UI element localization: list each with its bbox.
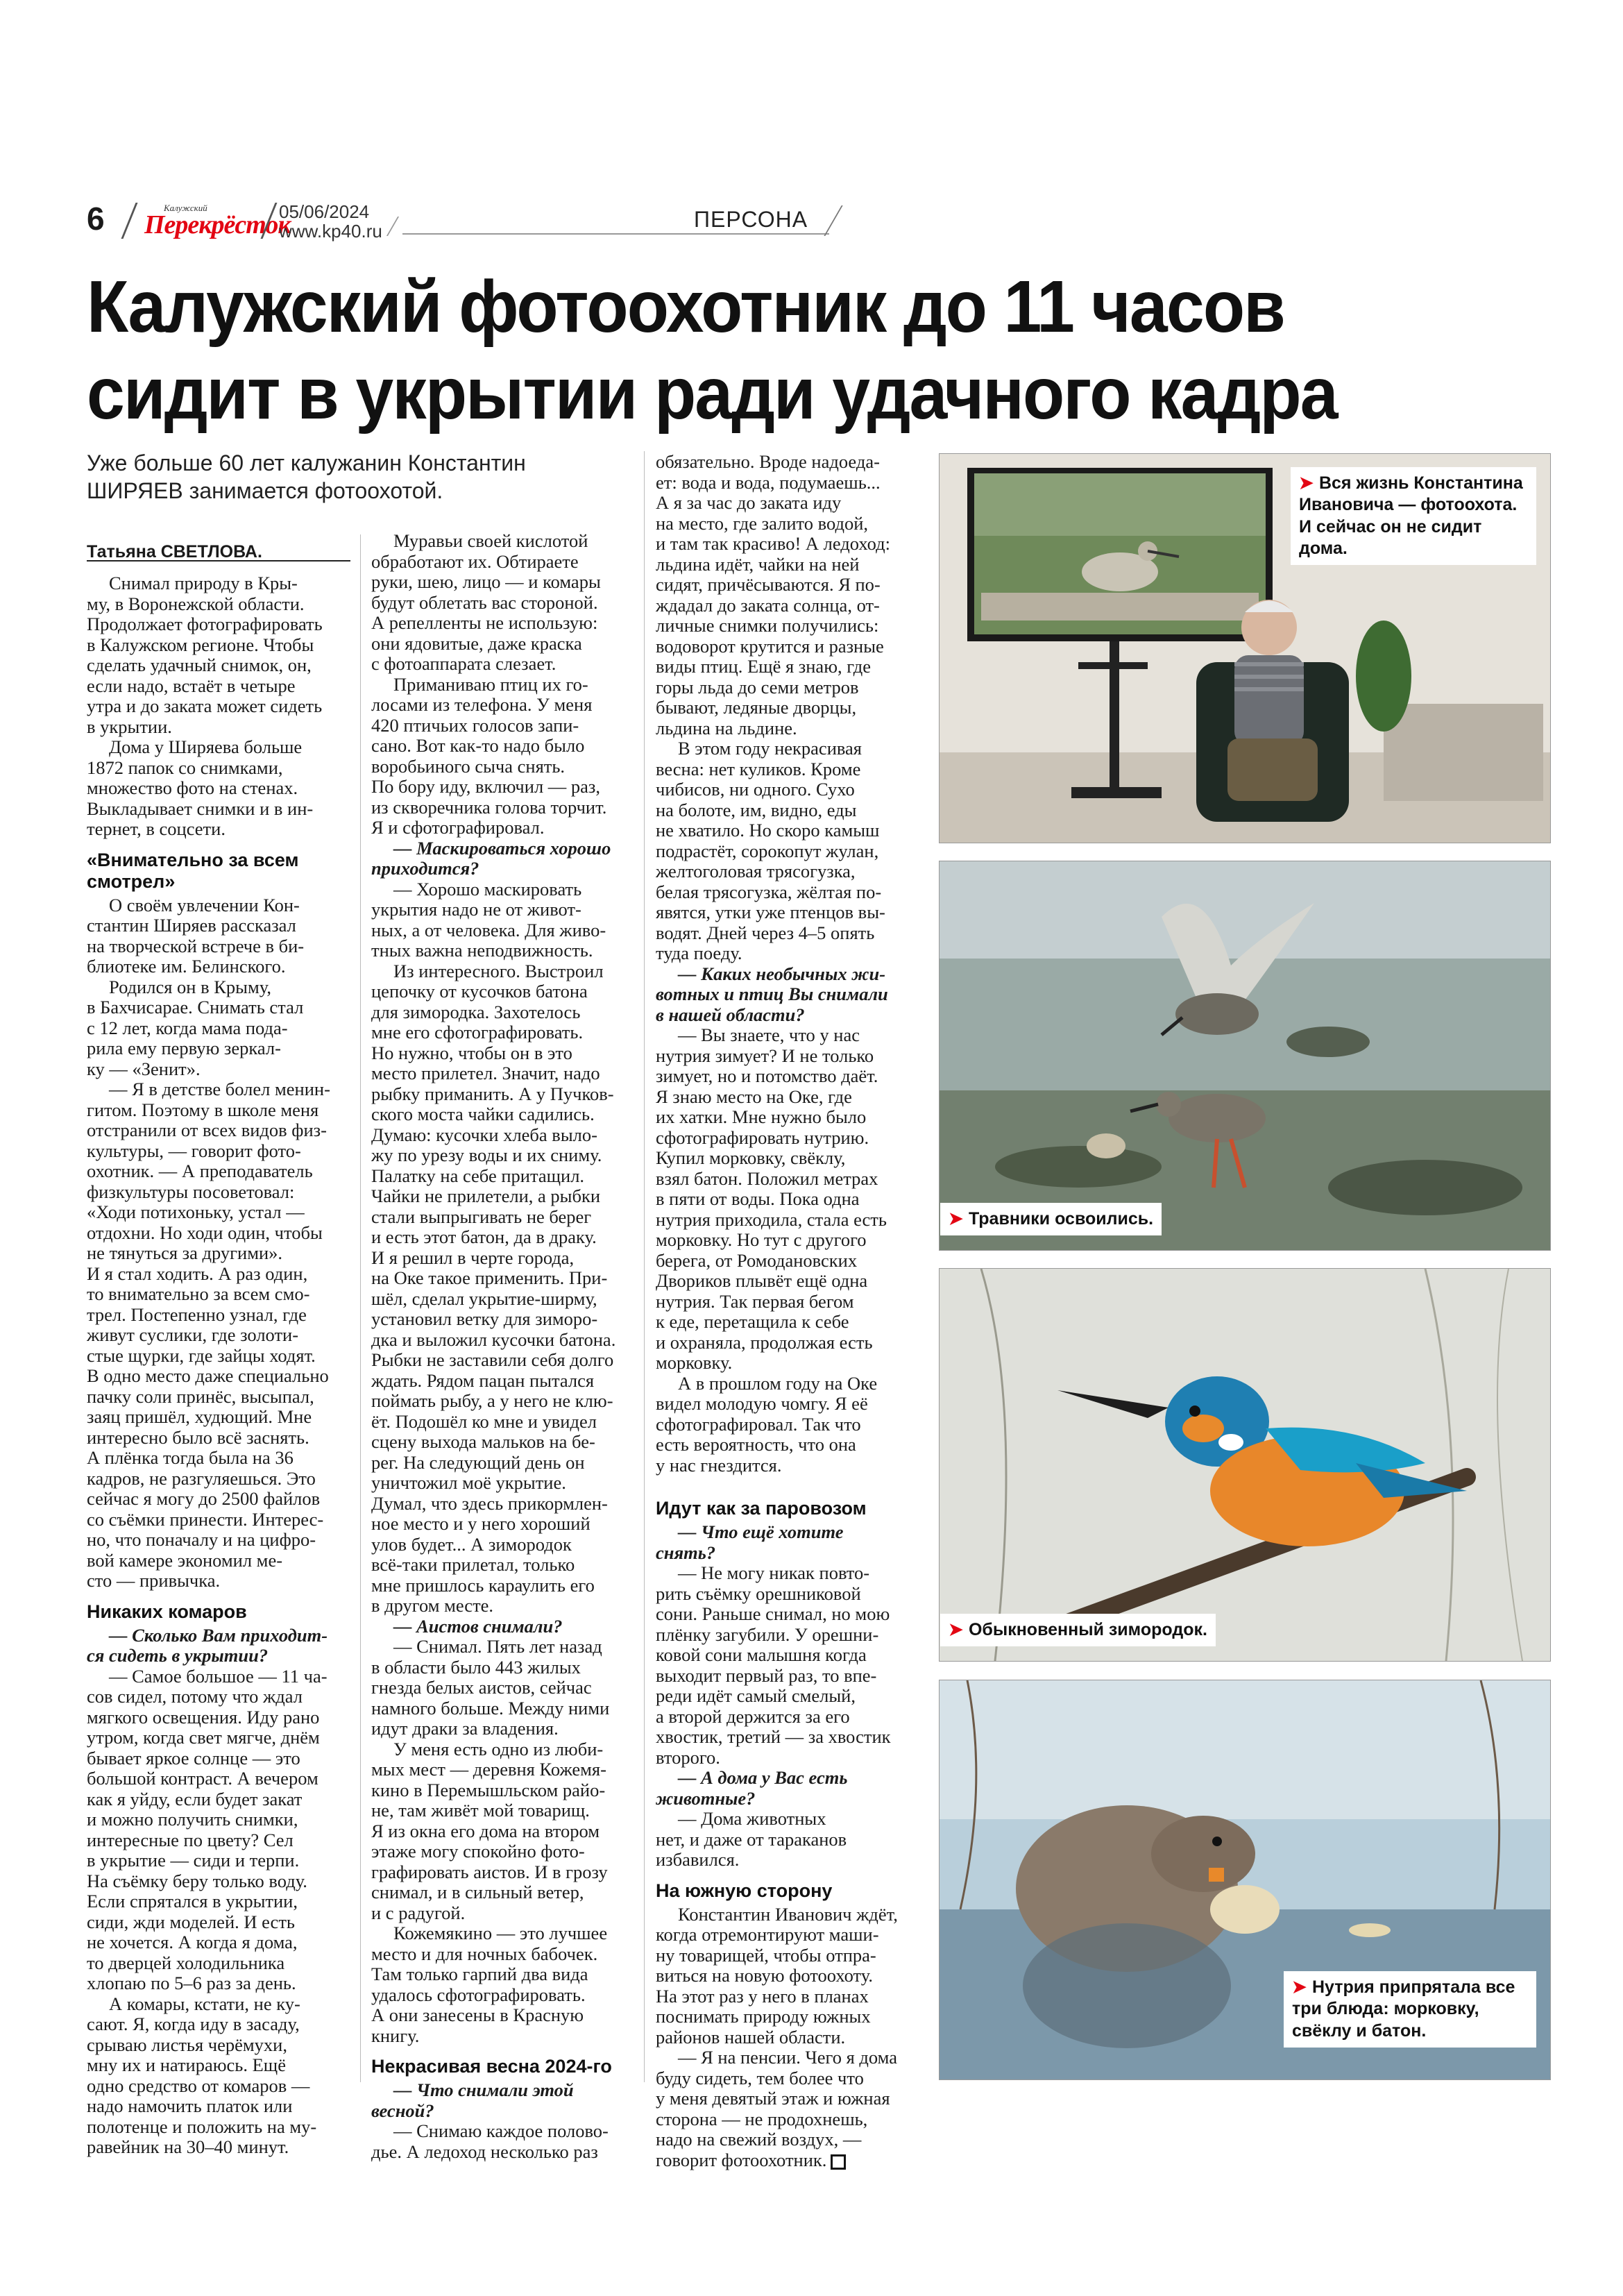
caption-text: Травники освоились.	[968, 1209, 1154, 1229]
interview-question: — Что снимали этой весной?	[371, 2079, 574, 2121]
interview-question: — Что ещё хотите снять?	[656, 1521, 844, 1563]
paragraph: Кожемякино — это лучшее место и для ночных бабочек. Там только гарпий два вида удалось сфотографировать. А они занесены в Красную книгу.	[371, 1923, 608, 2046]
subheading: «Внимательно за всем смотрел»	[87, 849, 299, 892]
header-rule	[402, 233, 829, 235]
photo-caption-2	[940, 1203, 1162, 1235]
paragraph: Дома у Ширяева больше 1872 папок со снимками, множество фото на стенах. Выкладывает снимки и в ин- тернет, в соцсети.	[87, 736, 314, 839]
photo-redshanks	[939, 861, 1551, 1251]
paragraph: Родился он в Крыму, в Бахчисарае. Снимать стал с 12 лет, когда мама пода- рила ему первую зеркал- ку — «Зенит».	[87, 976, 304, 1079]
headline: Калужский фотоохотник до 11 часов сидит в укрытии ради удачного кадра	[87, 266, 1337, 435]
interview-question: — Маскироваться хорошо приходится?	[371, 837, 611, 879]
paragraph: — Самое большое — 11 ча- сов сидел, потому что ждал мягкого освещения. Иду рано утром, когда свет мягче, днём бывает яркое солнце — это большой контраст. А вечером как я уйду, если будет закат и можно получить снимки, интересные по цвету? Сел в укрытие — сиди и терпи. На съёмку беру только воду. Если спрятался в укрытии, сиди, жди моделей. И есть не хочется. А когда я дома, то дверцей холодильника хлопаю по 5–6 раз за день.	[87, 1665, 328, 1994]
photo-kingfisher-illustration	[940, 1269, 1550, 1661]
column-rule	[644, 451, 645, 2082]
subheading: Никаких комаров	[87, 1601, 247, 1622]
logo-big-text: Перекрёсток	[144, 210, 291, 239]
paragraph: — Не могу никак повто- рить съёмку орешниковой сони. Раньше снимал, но мою плёнку загубили. У орешни- ковой сони малышня когда выходит первый раз, то впе- реди идёт самый смелый, а второй держится за его хвостик, третий — за хвостик второго.	[656, 1562, 891, 1768]
logo-small-text: Калужский	[164, 203, 207, 213]
arrow-icon: ➤	[1292, 1977, 1307, 1997]
byline: Татьяна СВЕТЛОВА.	[87, 542, 350, 562]
column-rule	[360, 534, 361, 2082]
subheading: На южную сторону	[656, 1880, 833, 1901]
article-column-3	[656, 452, 909, 2170]
paragraph: Муравьи своей кислотой обработают их. Обтираете руки, шею, лицо — и комары будут облетать вас стороной. А репелленты не использую: они ядовитые, даже краска с фотоаппарата слезает.	[371, 530, 601, 674]
interview-question: — Каких необычных жи- вотных и птиц Вы снимали в нашей области?	[656, 963, 888, 1025]
paragraph: — Дома животных нет, и даже от тараканов избавился.	[656, 1808, 847, 1871]
issue-date: 05/06/2024	[279, 201, 370, 222]
paragraph: — Снимал. Пять лет назад в области было 443 жилых гнезда белых аистов, сейчас намного больше. Между ними идут драки за владения.	[371, 1636, 610, 1739]
paragraph: — Я в детстве болел менин- гитом. Поэтому в школе меня отстранили от всех видов физ- культуры, — говорит фото- охотник. — А преподаватель физкультуры посоветовал: «Ходи потихоньку, устал — отдохни. Но ходи один, чтобы не тянуться за другими». И я стал ходить. А раз один, то внимательно за всем смо- трел. Постепенно узнал, где живут суслики, где золоти- стые щурки, где зайцы ходят. В одно место даже специально пачку соли принёс, высыпал, заяц пришёл, худющий. Мне интересно было всё заснять. А плёнка тогда была на 36 кадров, не разгуляешься. Это сейчас я могу до 2500 файлов со съёмки принести. Интерес- но, что поначалу и на цифро- вой камере экономил ме- сто — привычка.	[87, 1079, 330, 1592]
paragraph: Из интересного. Выстроил цепочку от кусочков батона для зимородка. Захотелось мне его сфотографировать. Но нужно, чтобы он в это место прилетел. Значит, надо рыбку приманить. А у Пучков- ского моста чайки садились. Думаю: кусочки хлеба выло- жу по урезу воды и их сниму. Палатку на себе притащил. Чайки не прилетели, а рыбки стали выпрыгивать не берег и есть этот батон, да в драку. И я решил в черте города, на Оке такое применить. При- шёл, сделал укрытие-ширму, установил ветку для зиморо- дка и выложил кусочки батона. Рыбки не заставили себя долго ждать. Рядом пацан пытался поймать рыбу, а у него не клю- ёт. Подошёл ко мне и увидел сцену выхода мальков на бе- рег. На следующий день он уничтожил моё укрытие. Думал, что здесь прикормлен- ное место и у него хороший улов будет... А зимородок всё-таки прилетал, только мне пришлось караулить его в другом месте.	[371, 960, 616, 1616]
paragraph: Константин Иванович ждёт, когда отремонтируют маши- ну товарищей, чтобы отпра- виться на новую фотоохоту. На этот раз у него в планах поснимать природу южных районов нашей области.	[656, 1903, 898, 2048]
end-mark-icon	[831, 2154, 846, 2170]
photo-caption-4	[1284, 1971, 1536, 2048]
newspaper-logo	[144, 203, 291, 239]
lead-paragraph: Уже больше 60 лет калужанин Константин ШИРЯЕВ занимается фотоохотой.	[87, 450, 526, 504]
header-divider	[824, 205, 842, 236]
paragraph: У меня есть одно из люби- мых мест — деревня Кожемя- кино в Перемышльском райо- не, там живёт мой товарищ. Я из окна его дома на втором этаже могу спокойно фото- графировать аистов. И в грозу снимал, и в сильный ветер, и с радугой.	[371, 1738, 608, 1923]
interview-question: — Аистов снимали?	[393, 1615, 563, 1637]
photo-caption-1	[1291, 467, 1536, 565]
paragraph: — Снимаю каждое полово- дье. А ледоход несколько раз	[371, 2120, 609, 2162]
caption-text: Нутрия припрятала все три блюда: морковку, свёклу и батон.	[1292, 1977, 1515, 2041]
paragraph: О своём увлечении Кон- стантин Ширяев рассказал на творческой встрече в би- блиотеке им. Белинского.	[87, 894, 305, 977]
closing-paragraph-text: — Я на пенсии. Чего я дома буду сидеть, тем более что у меня девятый этаж и южная сторона — не продохнешь, надо на свежий воздух, — говорит фотоохотник.	[656, 2047, 897, 2170]
paragraph: обязательно. Вроде надоеда- ет: вода и вода, подумаешь... А я за час до заката иду на место, где залито водой, и там так красиво! А ледоход: льдина идёт, чайки на ней сидят, причёсываются. Я по- ждадал до заката солнца, от- личные снимки получились: водоворот крутится и разные виды птиц. Ещё я знаю, где горы льда до семи метров бывают, ледяные дворцы, льдина на льдине.	[656, 451, 890, 738]
website: www.kp40.ru	[279, 221, 382, 242]
caption-text: Обыкновенный зимородок.	[968, 1620, 1207, 1639]
paragraph: В этом году некрасивая весна: нет куликов. Кроме чибисов, ни одного. Сухо на болоте, им, видно, еды не хватило. Но скоро камыш подрастёт, сорокопут жулан, желтоголовая трясогузка, белая трясогузка, жёлтая по- явятся, утки уже птенцов вы- водят. Дней через 4–5 опять туда поеду.	[656, 738, 885, 963]
article-column-1	[87, 573, 350, 2158]
photo-kingfisher	[939, 1268, 1551, 1662]
photo-caption-3	[940, 1614, 1216, 1646]
arrow-icon: ➤	[949, 1209, 963, 1229]
interview-question: — Сколько Вам приходит- ся сидеть в укрытии?	[87, 1624, 328, 1666]
paragraph: — Хорошо маскировать укрытия надо не от живот- ных, а от человека. Для живо- тных важна неподвижность.	[371, 878, 606, 961]
article-column-2	[371, 531, 624, 2162]
paragraph: А комары, кстати, не ку- сают. Я, когда иду в засаду, срываю листья черёмухи, мну их и натираюсь. Ещё одно средство от комаров — надо намочить платок или полотенце и положить на му- равейник на 30–40 минут.	[87, 1993, 317, 2158]
subheading: Идут как за паровозом	[656, 1498, 867, 1519]
photo-redshanks-illustration	[940, 861, 1550, 1250]
paragraph	[656, 2048, 909, 2170]
header-divider	[386, 217, 399, 236]
paragraph: А в прошлом году на Оке видел молодую чомгу. Я её сфотографировал. Так что есть вероятность, что она у нас гнездится.	[656, 1372, 878, 1476]
arrow-icon: ➤	[949, 1620, 963, 1639]
paragraph: — Вы знаете, что у нас нутрия зимует? И не только зимует, но и потомство даёт. Я знаю место на Оке, где их хатки. Мне нужно было сфотографировать нутрию. Купил морковку, свёклу, взял батон. Положил метрах в пяти от воды. Пока одна нутрия приходила, стала есть морковку. Но тут с другого берега, от Ромодановских Двориков плывёт ещё одна нутрия. Так первая бегом к еде, перетащила к себе и охраняла, продолжая есть морковку.	[656, 1024, 887, 1373]
paragraph: Приманиваю птиц их го- лосами из телефона. У меня 420 птичьих голосов запи- сано. Вот как-то надо было воробьиного сыча снять. По бору иду, включил — раз, из скворечника голова торчит. Я и сфотографировал.	[371, 673, 607, 838]
subheading: Некрасивая весна 2024-го	[371, 2056, 612, 2077]
page-number: 6	[87, 201, 105, 237]
interview-question: — А дома у Вас есть животные?	[656, 1767, 848, 1809]
caption-text: Вся жизнь Константина Ивановича — фотоохота. И сейчас он не сидит дома.	[1299, 473, 1523, 558]
arrow-icon: ➤	[1299, 473, 1314, 493]
header-divider	[121, 203, 137, 239]
paragraph: Снимал природу в Кры- му, в Воронежской области. Продолжает фотографировать в Калужском регионе. Чтобы сделать удачный снимок, он, если надо, встаёт в четыре утра и до заката может сидеть в укрытии.	[87, 573, 323, 737]
rubric: ПЕРСОНА	[694, 207, 808, 232]
